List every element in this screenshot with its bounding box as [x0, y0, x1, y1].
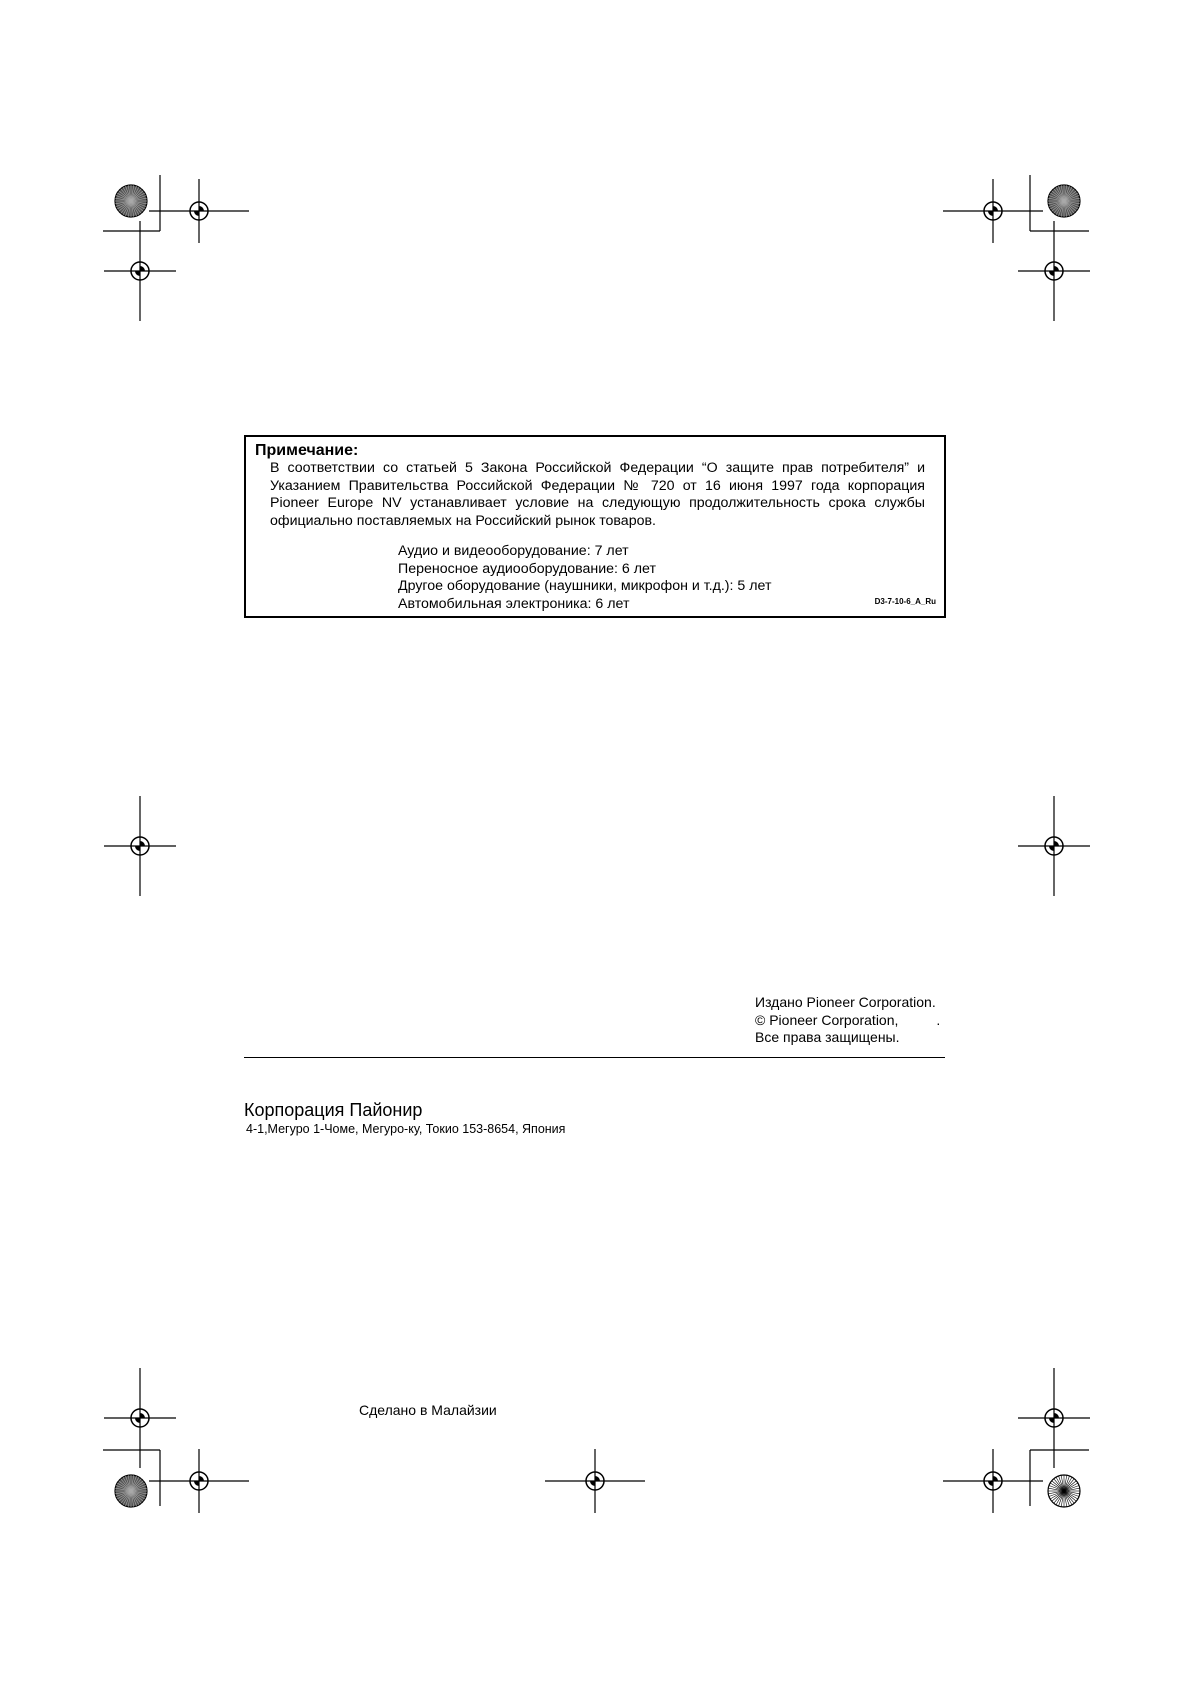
service-life-item: Автомобильная электроника: 6 лет — [398, 595, 630, 612]
registration-target-fill — [1049, 266, 1059, 276]
service-life-list — [398, 543, 771, 613]
registration-target-fill — [135, 1413, 145, 1423]
registration-target-fill — [135, 841, 145, 851]
consumer-notice-box — [244, 435, 946, 618]
registration-target-fill — [590, 1476, 600, 1486]
service-life-item: Переносное аудиооборудование: 6 лет — [398, 560, 656, 577]
notice-code: D3-7-10-6_A_Ru — [874, 597, 936, 606]
registration-target-fill — [988, 1476, 998, 1486]
registration-target-fill — [1049, 841, 1059, 851]
copyright-text: © Pioneer Corporation, — [755, 1011, 899, 1028]
rights-line: Все права защищены. — [755, 1029, 900, 1045]
copyright-line — [755, 1012, 940, 1030]
registration-target-fill — [135, 266, 145, 276]
country-of-origin: Сделано в Малайзии — [359, 1402, 497, 1418]
publisher-line: Издано Pioneer Corporation. — [755, 994, 936, 1010]
company-address: 4-1,Мегуро 1-Чоме, Мегуро-ку, Токио 153-8654, Япония — [246, 1122, 566, 1136]
service-life-item: Аудио и видеооборудование: 7 лет — [398, 543, 629, 559]
registration-target-fill — [194, 1476, 204, 1486]
notice-title: Примечание: — [255, 442, 359, 459]
registration-target-fill — [988, 206, 998, 216]
registration-target-fill — [1049, 1413, 1059, 1423]
publisher-info — [755, 994, 940, 1047]
service-life-item: Другое оборудование (наушники, микрофон и т.д.): 5 лет — [398, 578, 772, 594]
company-name: Корпорация Пайонир — [244, 1100, 423, 1120]
registration-target-fill — [194, 206, 204, 216]
notice-body: В соответствии со статьей 5 Закона Российской Федерации “О защите прав потребителя” и Указанием Правительства Российской Федерации № 720 от 16 июня 1997 года корпорация Pioneer Europe NV устанавливает условие на следующую продолжительность срока службы официально поставляемых на Российский рынок товаров. — [270, 460, 925, 529]
copyright-period: . — [936, 1011, 941, 1028]
divider-rule — [244, 1057, 945, 1058]
